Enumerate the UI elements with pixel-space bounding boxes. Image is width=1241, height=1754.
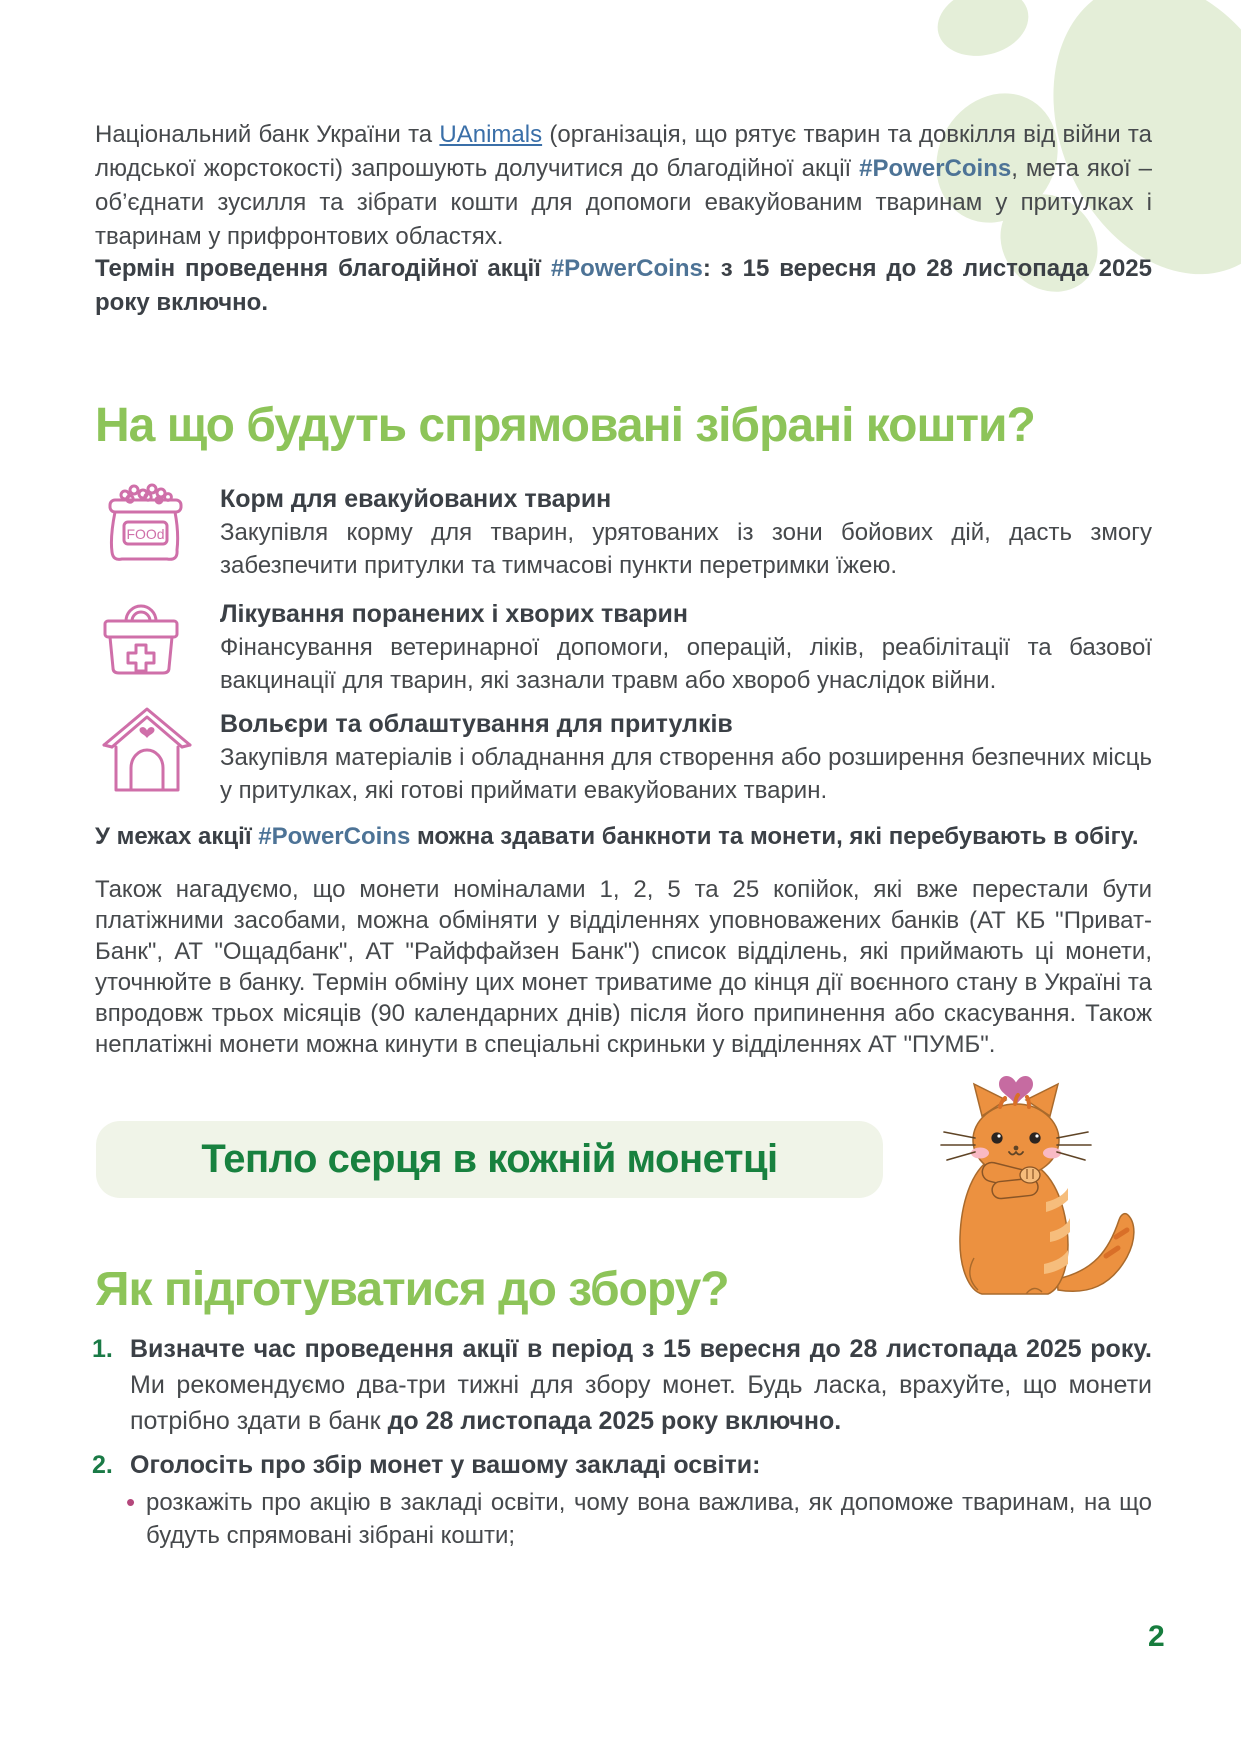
page-number: 2 xyxy=(1148,1620,1165,1653)
step-number: 2. xyxy=(92,1451,113,1479)
step-text xyxy=(130,1447,1152,1483)
bullet-dot-icon: • xyxy=(126,1487,136,1517)
dog-house-icon xyxy=(101,704,193,794)
section1-title: На що будуть спрямовані зібрані кошти? xyxy=(95,399,1035,452)
funding-item-description: Закупівля матеріалів і обладнання для створення або розширення безпечних місць у притулках, які готові приймати евакуйованих тварин. xyxy=(220,744,1152,804)
scope-line xyxy=(95,820,1152,853)
term-text-1: Термін проведення благодійної акції xyxy=(95,255,551,282)
uanimals-link[interactable]: UAnimals xyxy=(439,121,543,148)
heart-detail xyxy=(140,727,155,738)
funding-item-title: Лікування поранених і хворих тварин xyxy=(220,600,688,628)
bullet-text: розкажіть про акцію в закладі освіти, чому вона важлива, як допоможе тваринам, на що будуть спрямовані зібрані кошти; xyxy=(146,1489,1152,1549)
powercoins-hashtag: #PowerCoins xyxy=(859,155,1012,182)
heart-banner-text: Тепло серця в кожній монетці xyxy=(201,1137,778,1181)
exchange-paragraph: Також нагадуємо, що монети номіналами 1, 2, 5 та 25 копійок, які вже перестали бути платіжними засобами, можна обміняти у відділеннях уповноважених банків (АТ КБ "Приват-Банк", АТ "Ощадбанк", АТ "Райффайзен Банк") список відділень, які приймають ці монети, уточнюйте в банку. Термін обміну цих монет триватиме до кінця дії воєнного стану в Україні та впродовж трьох місяців (90 календарних днів) після його припинення або скасування. Також неплатіжні монети можна кинути в спеціальні скриньки у відділеннях АТ "ПУМБ". xyxy=(95,876,1152,1058)
step2-bold: Оголосіть про збір монет у вашому закладі освіти: xyxy=(130,1451,761,1479)
step-number: 1. xyxy=(92,1335,113,1363)
step1-bold: Визначте час проведення акції в період з 15 вересня до 28 листопада 2025 року. xyxy=(130,1335,1152,1363)
intro-text-1: Національний банк України та xyxy=(95,121,440,148)
powercoins-hashtag: #PowerCoins xyxy=(258,823,411,850)
step-item xyxy=(92,1331,1152,1439)
term-paragraph xyxy=(95,252,1152,320)
funding-item-title: Корм для евакуйованих тварин xyxy=(220,485,612,513)
funding-item-description: Фінансування ветеринарної допомоги, операцій, ліків, реабілітації та базової вакцинації для тварин, які зазнали травм або хвороб унаслідок війни. xyxy=(220,634,1152,694)
step1-regular: Ми рекомендуємо два-три тижні для збору монет. Будь ласка, врахуйте, що монети потрібно здати в банк xyxy=(130,1371,1152,1435)
heart-banner xyxy=(96,1121,883,1198)
food-label: FOOd xyxy=(126,526,165,542)
intro-text-3: , мета якої – об’єднати зусилля та зібрати кошти для допомоги евакуйованим тваринам у притулках і тваринам у прифронтових областях. xyxy=(95,155,1152,250)
section2-title: Як підготуватися до збору? xyxy=(95,1263,729,1316)
term-text-2: : з 15 вересня до 28 листопада 2025 року включно. xyxy=(95,255,1152,316)
bullet-item xyxy=(126,1486,1152,1552)
step-text xyxy=(130,1331,1152,1439)
step-item xyxy=(92,1447,1152,1483)
powercoins-hashtag: #PowerCoins xyxy=(550,255,703,282)
intro-paragraph xyxy=(95,118,1152,254)
intro-text-2: (організація, що рятує тварин та довкілля від війни та людської жорстокості) запрошують долучитися до благодійної акції xyxy=(95,121,1152,182)
scope-text-1: У межах акції xyxy=(95,823,259,850)
funding-item-description: Закупівля корму для тварин, урятованих із зони бойових дій, дасть змогу забезпечити притулки та тимчасові пункти перетримки їжею. xyxy=(220,519,1152,579)
first-aid-kit-icon xyxy=(100,596,182,676)
food-bag-icon xyxy=(103,483,187,569)
scope-text-2: можна здавати банкноти та монети, які перебувають в обігу. xyxy=(410,823,1139,850)
funding-item-title: Вольєри та облаштування для притулків xyxy=(220,710,733,738)
step1-bold-2: до 28 листопада 2025 року включно. xyxy=(387,1407,842,1435)
